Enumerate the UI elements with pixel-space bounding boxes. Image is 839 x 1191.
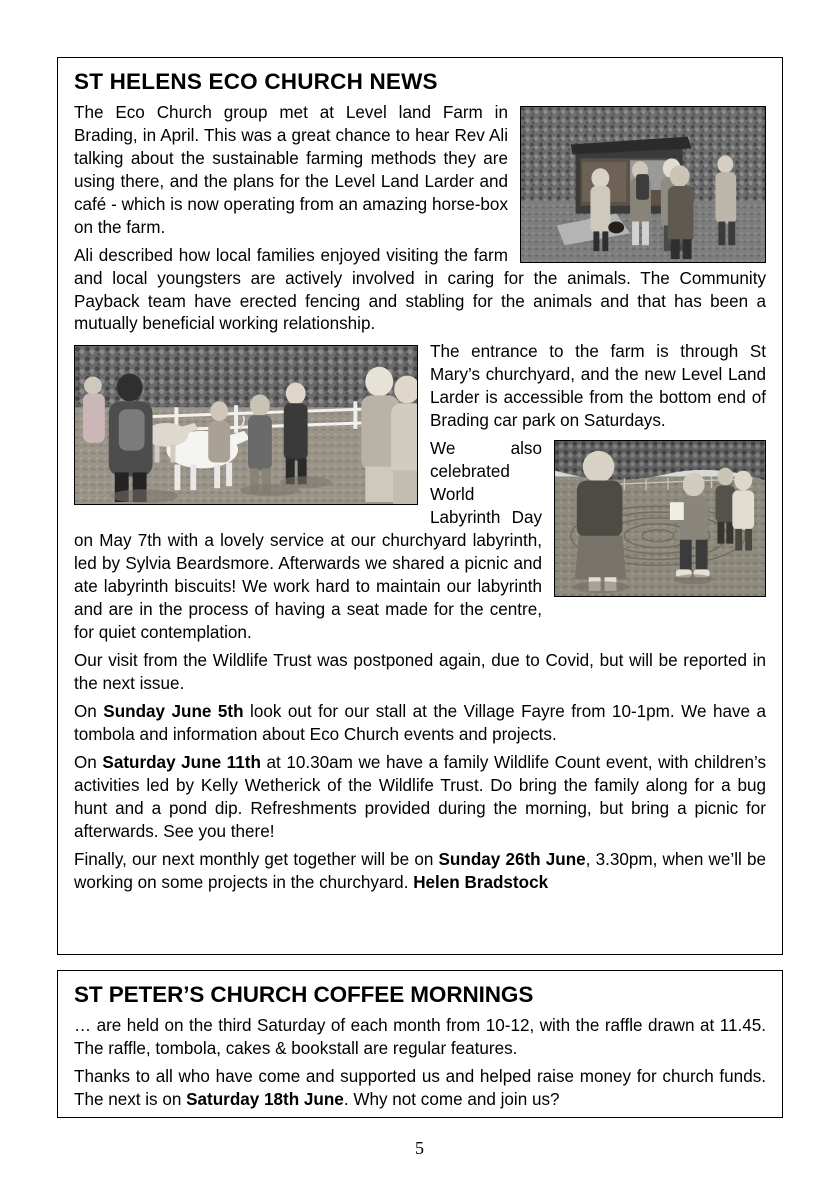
article-eco-church — [57, 57, 783, 955]
horsebox-cafe-image — [521, 107, 765, 262]
date-saturday-june-11th: Saturday June 11th — [102, 753, 261, 773]
paragraph-eco-3: The entrance to the farm is through St Mary’s churchyard, and the new Level Land Larder is accessible from the bottom end of Brading car park on Saturdays. — [430, 342, 766, 431]
paragraph-eco-7-wildlife-count — [74, 752, 766, 844]
paragraph-eco-6-suffix: look out for our stall at the Village Fayre from 10-1pm. We have a tombola and information about Eco Church events and projects. — [74, 702, 766, 745]
goats-paddock-image — [75, 346, 417, 504]
date-sunday-june-5th: Sunday June 5th — [103, 702, 244, 722]
paragraph-eco-7-suffix: at 10.30am we have a family Wildlife Count event, with children’s activities led by Kelly Wetherick of the Wildlife Trust. Do bring the family along for a bug hunt and a pond dip. Refreshments provided during the morning, but bring a picnic for afterwards. See you there! — [74, 753, 766, 842]
date-sunday-26th-june: Sunday 26th June — [438, 850, 586, 870]
date-saturday-18th-june: Saturday 18th June — [186, 1089, 344, 1109]
paragraph-coffee-2-prefix: Thanks to all who have come and supported us and helped raise money for church funds. The next is on — [74, 1066, 766, 1109]
paragraph-coffee-2-suffix: . Why not come and join us? — [343, 1089, 560, 1109]
paragraph-eco-8-middle: , 3.30pm, when we’ll be working on some projects in the churchyard. — [74, 850, 766, 893]
page-title-coffee-mornings: ST PETER’S CHURCH COFFEE MORNINGS — [74, 982, 534, 1007]
goats-paddock-photo — [74, 345, 418, 505]
paragraph-eco-8-prefix: Finally, our next monthly get together will be on — [74, 850, 439, 870]
labyrinth-walk-image — [555, 441, 765, 596]
paragraph-eco-1: The Eco Church group met at Level land Farm in Brading, in April. This was a great chance to hear Rev Ali talking about the sustainable farming methods they are using there, and the plans for the Level Land Larder and café - which is now operating from an amazing horse-box on the farm. — [74, 102, 508, 237]
paragraph-eco-5: Our visit from the Wildlife Trust was postponed again, due to Covid, but will be reported in the next issue. — [74, 651, 766, 694]
paragraph-eco-2: Ali described how local families enjoyed visiting the farm and local youngsters are actively involved in caring for the animals. The Community Payback team have erected fencing and stabling for the animals and that has been a mutually beneficial working relationship. — [74, 245, 766, 334]
paragraph-coffee-2 — [74, 1066, 766, 1112]
labyrinth-walk-photo — [554, 440, 766, 597]
paragraph-eco-8-monthly-meeting — [74, 849, 766, 895]
paragraph-coffee-1: … are held on the third Saturday of each month from 10-12, with the raffle drawn at 11.45. The raffle, tombola, cakes & bookstall are regular features. — [74, 1015, 766, 1058]
article-coffee-mornings — [57, 970, 783, 1118]
author-byline-helen-bradstock: Helen Bradstock — [413, 873, 549, 893]
paragraph-eco-4: We also celebrated World Labyrinth Day on May 7th with a lovely service at our churchyard labyrinth, led by Sylvia Beardsmore. Afterwards we shared a picnic and ate labyrinth biscuits! We work hard to maintain our labyrinth and are in the process of having a seat made for the centre, for quiet contemplation. — [74, 439, 542, 643]
paragraph-eco-6-village-fayre — [74, 701, 766, 747]
paragraph-eco-7-prefix: On — [74, 753, 103, 773]
page-number: 5 — [415, 1138, 424, 1158]
page-title-eco-church: ST HELENS ECO CHURCH NEWS — [74, 69, 438, 94]
paragraph-eco-6-prefix: On — [74, 702, 104, 722]
horsebox-cafe-photo — [520, 106, 766, 263]
